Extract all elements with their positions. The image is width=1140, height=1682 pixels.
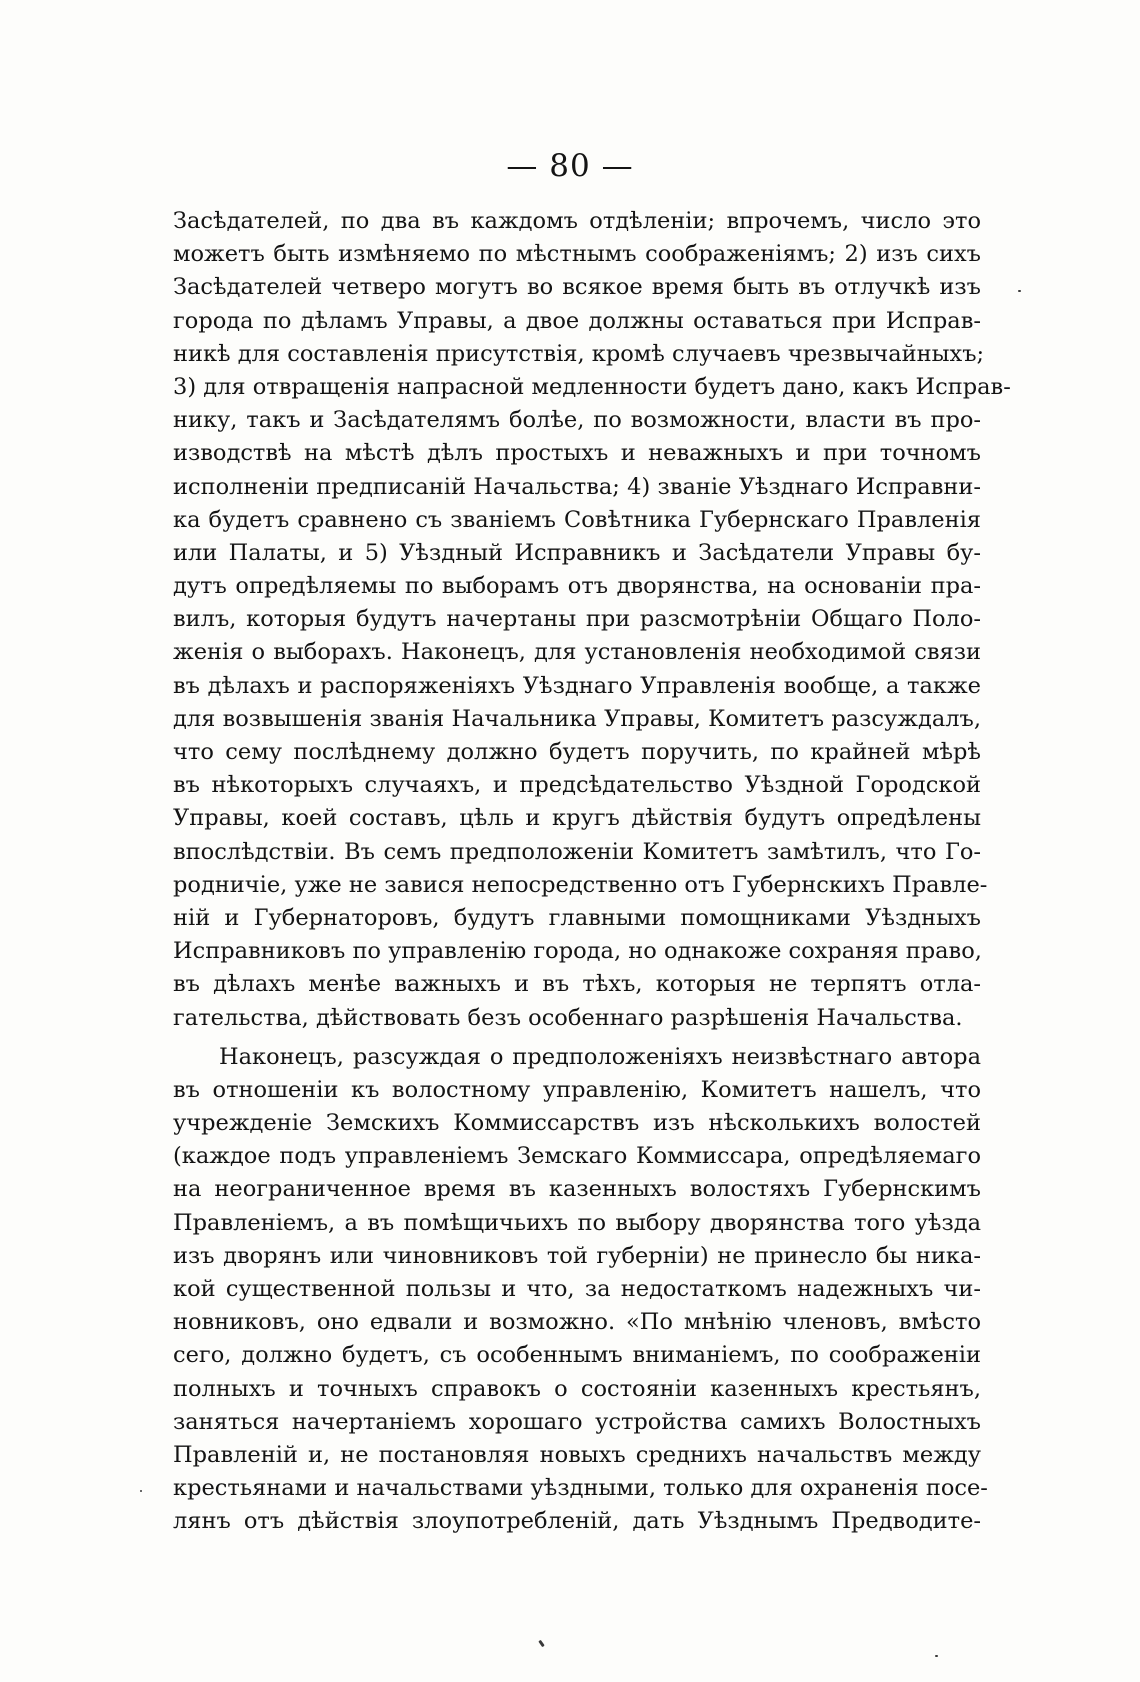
text-line: 3) для отвращенія напрасной медленности будетъ дано, какъ Исправ- (173, 373, 1011, 400)
text-line: въ дѣлахъ и распоряженіяхъ Уѣзднаго Управленія вообще, а также (173, 672, 981, 699)
text-line: лянъ отъ дѣйствія злоупотребленій, дать Уѣзднымъ Предводите- (173, 1508, 981, 1535)
scan-speck (538, 1640, 544, 1647)
text-line: заняться начертаніемъ хорошаго устройства самихъ Волостныхъ (173, 1408, 981, 1435)
body-text (173, 205, 1011, 1539)
text-line: гательства, дѣйствовать безъ особеннаго разрѣшенія Начальства. (173, 1004, 963, 1031)
scan-speck (935, 1655, 938, 1657)
text-line: для возвышенія званія Начальника Управы, Комитетъ разсуждалъ, (173, 705, 981, 732)
text-line: ка будетъ сравнено съ званіемъ Совѣтника Губернскаго Правленія (173, 506, 981, 533)
text-line: что сему послѣднему должно будетъ поручить, по крайней мѣрѣ (173, 739, 981, 765)
text-line: впослѣдствіи. Въ семъ предположеніи Комитетъ замѣтилъ, что Го- (173, 838, 981, 865)
text-line: родничіе, уже не завися непосредственно отъ Губернскихъ Правле- (173, 871, 988, 898)
text-line: кой существенной пользы и что, за недостаткомъ надежныхъ чи- (173, 1276, 981, 1302)
text-line: Засѣдателей четверо могутъ во всякое время быть въ отлучкѣ изъ (173, 274, 981, 301)
text-line: исполненіи предписаній Начальства; 4) званіе Уѣзднаго Исправни- (173, 473, 981, 500)
text-line: нику, такъ и Засѣдателямъ болѣе, по возможности, власти въ про- (173, 407, 981, 434)
text-line: или Палаты, и 5) Уѣздный Исправникъ и Засѣдатели Управы бу- (173, 539, 981, 566)
text-line: крестьянами и начальствами уѣздными, только для охраненія посе- (173, 1475, 988, 1502)
text-line: въ дѣлахъ менѣе важныхъ и въ тѣхъ, которыя не терпятъ отла- (173, 971, 981, 998)
text-line: Правленій и, не постановляя новыхъ среднихъ начальствъ между (173, 1441, 981, 1468)
text-line: дутъ опредѣляемы по выборамъ отъ дворянства, на основаніи пра- (173, 573, 981, 600)
text-line: никѣ для составленія присутствія, кромѣ случаевъ чрезвычайныхъ; (173, 340, 985, 367)
text-line: ній и Губернаторовъ, будутъ главными помощниками Уѣздныхъ (173, 904, 981, 931)
text-line: города по дѣламъ Управы, а двое должны оставаться при Исправ- (173, 307, 981, 334)
text-line: можетъ быть измѣняемо по мѣстнымъ соображеніямъ; 2) изъ сихъ (173, 241, 981, 268)
text-line: новниковъ, оно едвали и возможно. «По мнѣнію членовъ, вмѣсто (173, 1309, 981, 1336)
text-line: женія о выборахъ. Наконецъ, для установленія необходимой связи (173, 639, 981, 666)
scan-speck (140, 1490, 142, 1492)
text-line: въ отношеніи къ волостному управленію, Комитетъ нашелъ, что (173, 1076, 981, 1103)
text-line: (каждое подъ управленіемъ Земскаго Коммиссара, опредѣляемаго (173, 1143, 981, 1170)
page-number: — 80 — (506, 148, 634, 184)
text-line: полныхъ и точныхъ справокъ о состояніи казенныхъ крестьянъ, (173, 1375, 981, 1402)
text-line: изводствѣ на мѣстѣ дѣлъ простыхъ и неважныхъ и при точномъ (173, 440, 981, 467)
text-line: Управы, коей составъ, цѣль и кругъ дѣйствія будутъ опредѣлены (173, 805, 981, 832)
text-line: на неограниченное время въ казенныхъ волостяхъ Губернскимъ (173, 1176, 981, 1203)
text-line: изъ дворянъ или чиновниковъ той губерніи) не принесло бы ника- (173, 1242, 981, 1269)
text-line: учрежденіе Земскихъ Коммиссарствъ изъ нѣсколькихъ волостей (173, 1110, 981, 1137)
text-line: вилъ, которыя будутъ начертаны при разсмотрѣніи Общаго Поло- (173, 606, 981, 633)
text-line: Наконецъ, разсуждая о предположеніяхъ неизвѣстнаго автора (219, 1043, 981, 1070)
text-line: Засѣдателей, по два въ каждомъ отдѣленіи; впрочемъ, число это (173, 208, 981, 234)
text-line: Исправниковъ по управленію города, но однакоже сохраняя право, (173, 938, 982, 965)
text-line: Правленіемъ, а въ помѣщичьихъ по выбору дворянства того уѣзда (173, 1209, 981, 1236)
text-line: сего, должно будетъ, съ особеннымъ вниманіемъ, по соображеніи (173, 1342, 981, 1369)
text-line: въ нѣкоторыхъ случаяхъ, и предсѣдательство Уѣздной Городской (173, 772, 981, 799)
scan-speck (1018, 290, 1021, 292)
